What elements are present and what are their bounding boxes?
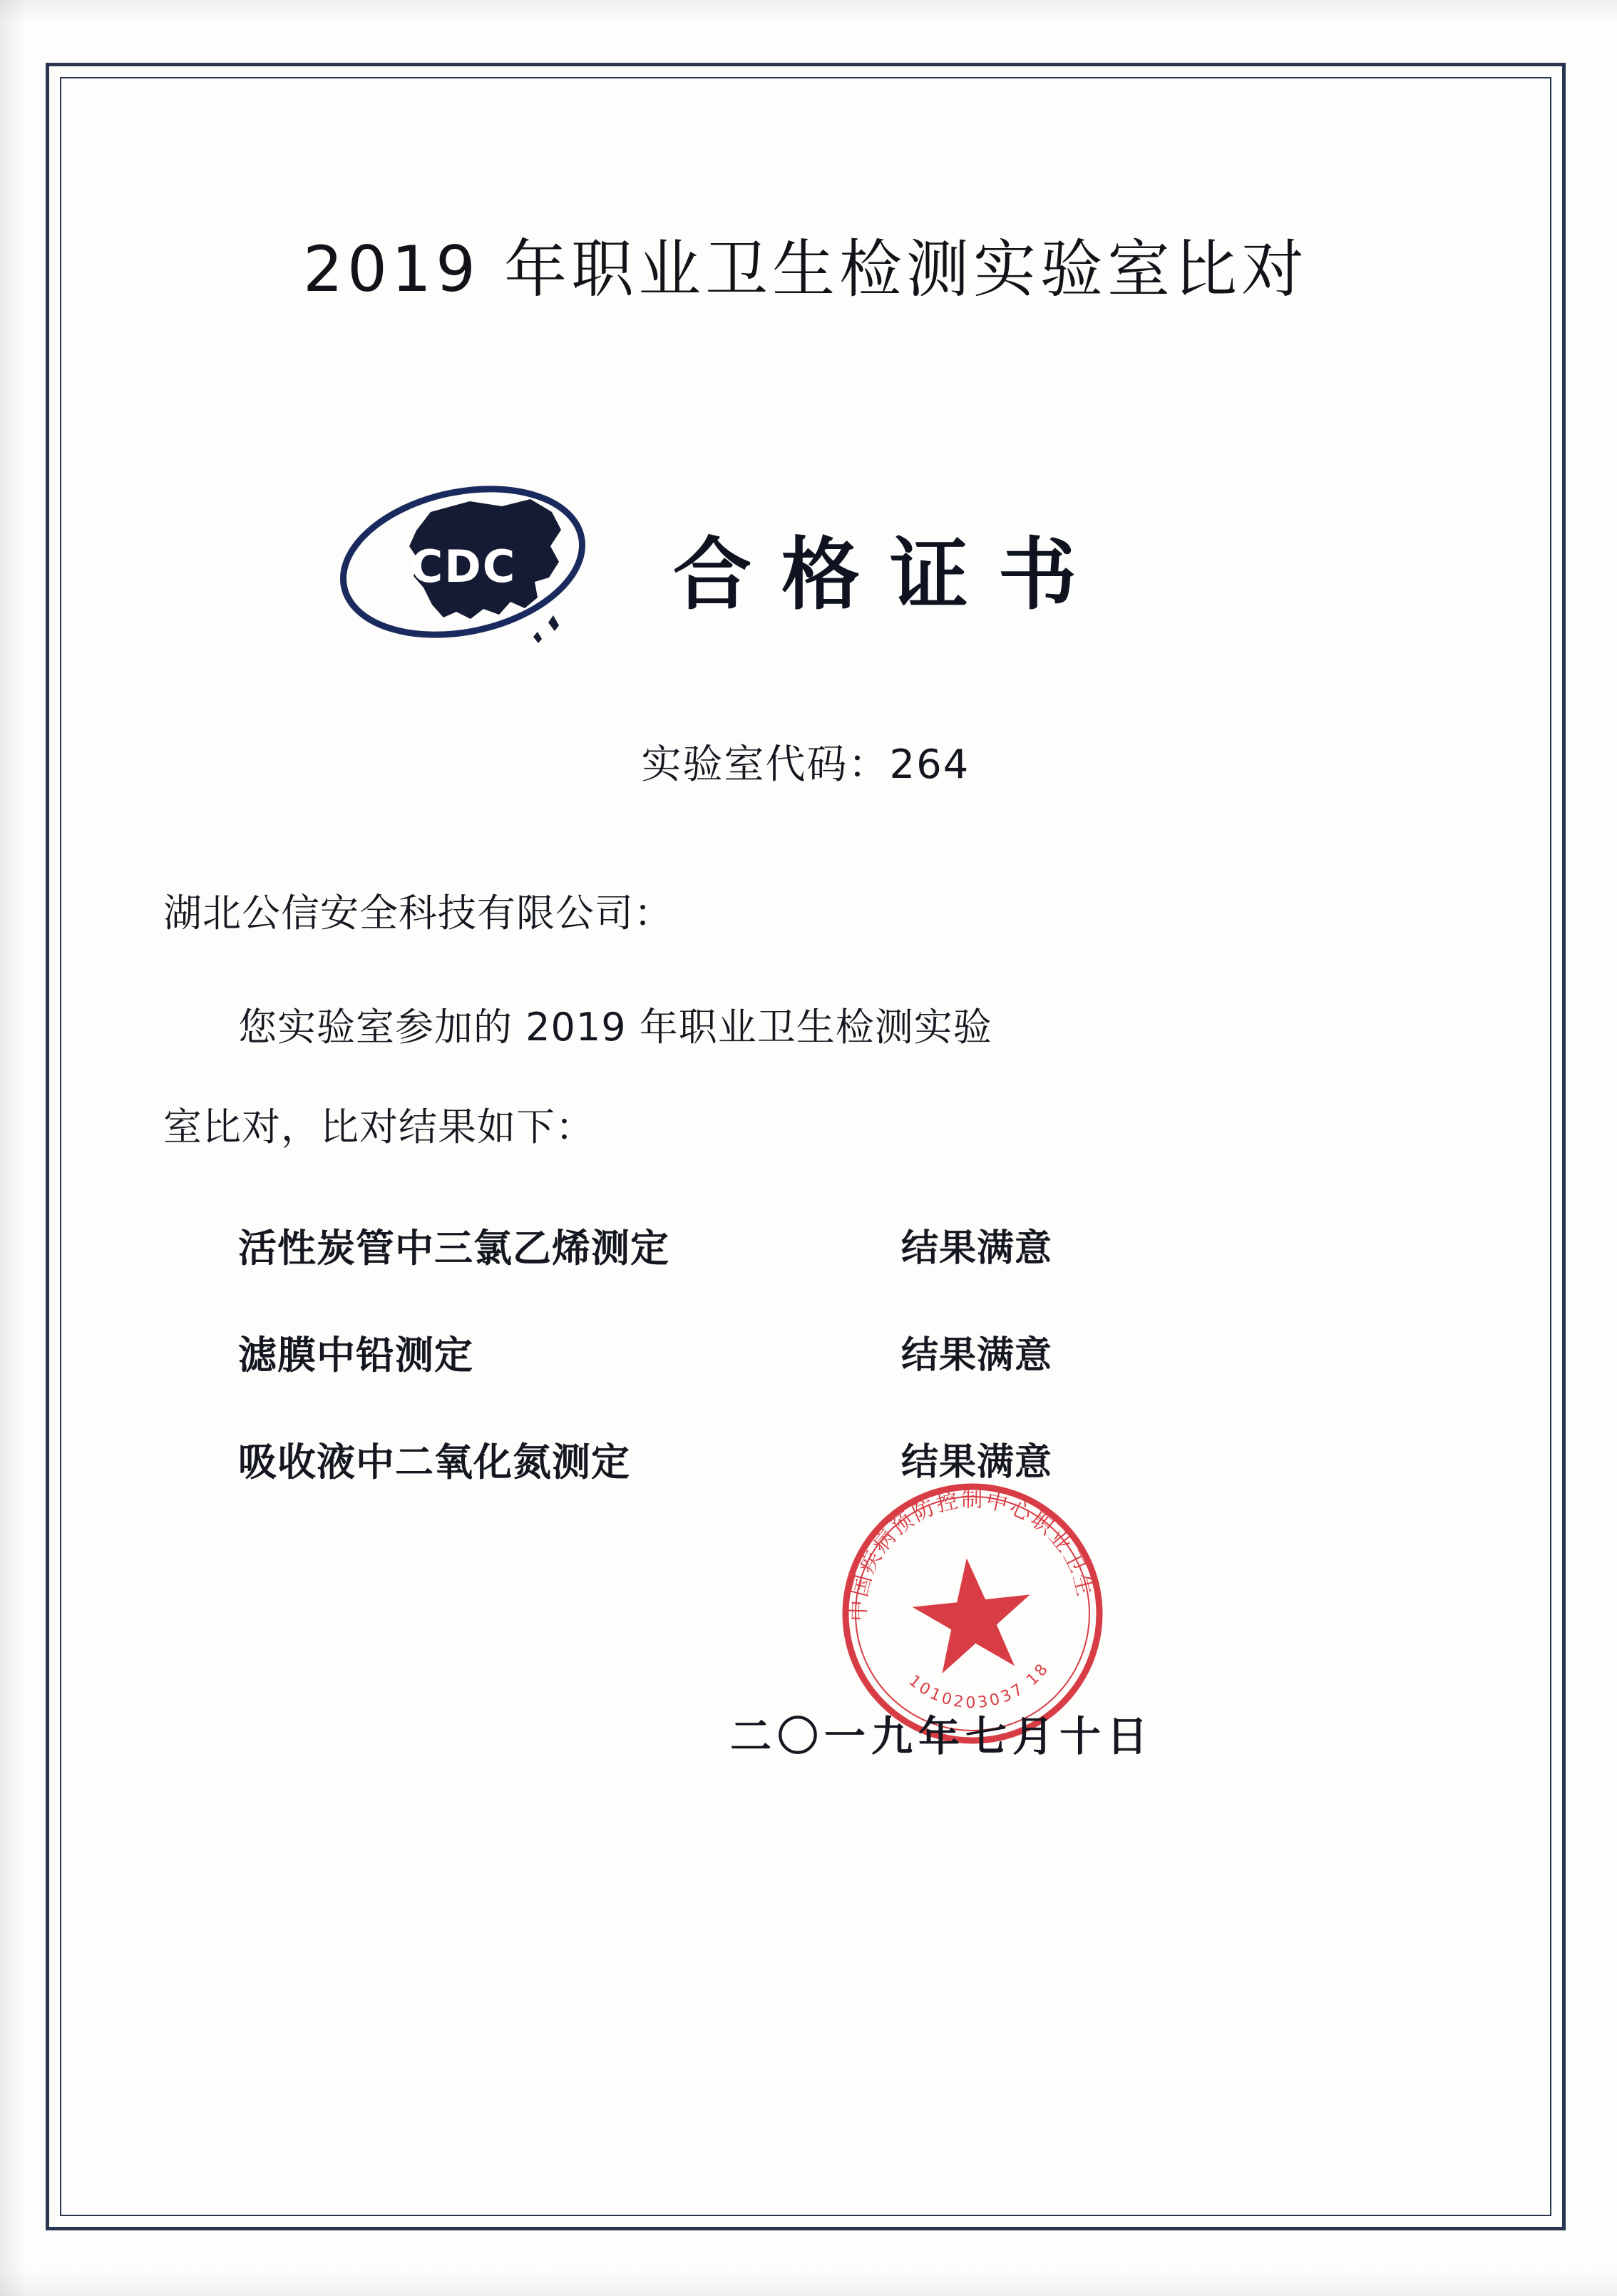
body-line-1: 您实验室参加的 2019 年职业卫生检测实验 — [238, 1005, 992, 1050]
result-item-name: 活性炭管中三氯乙烯测定 — [238, 1226, 669, 1271]
results-list — [60, 1218, 1551, 1539]
certificate-heading: 合格证书 — [673, 529, 1107, 620]
result-item-name: 滤膜中铅测定 — [238, 1333, 473, 1378]
svg-text:1010203037 18: 1010203037 18 — [905, 1659, 1054, 1713]
scan-edge-left — [0, 0, 27, 2296]
result-item-value: 结果满意 — [901, 1227, 1053, 1270]
result-item-value: 结果满意 — [901, 1334, 1053, 1377]
table-row — [60, 1218, 1551, 1325]
svg-text:中国疾病预防控制中心职业卫生: 中国疾病预防控制中心职业卫生 — [846, 1487, 1098, 1622]
certificate-content — [60, 77, 1551, 2216]
heading-row — [60, 455, 1551, 690]
result-item-name: 吸收液中二氧化氮测定 — [238, 1440, 630, 1485]
cdc-logo-icon — [324, 462, 609, 683]
table-row — [60, 1325, 1551, 1432]
result-item-value: 结果满意 — [901, 1441, 1053, 1484]
page-title: 2019 年职业卫生检测实验室比对 — [303, 232, 1308, 306]
issue-date: 二〇一九年七月十日 — [730, 1712, 1154, 1761]
scan-edge-bottom — [0, 2267, 1617, 2296]
table-row — [60, 1432, 1551, 1539]
scan-edge-top — [0, 0, 1617, 21]
body-line-2: 室比对，比对结果如下： — [163, 1105, 595, 1149]
lab-code: 实验室代码：264 — [641, 742, 970, 788]
svg-text:CDC: CDC — [410, 540, 517, 593]
recipient-name: 湖北公信安全科技有限公司： — [163, 891, 673, 936]
